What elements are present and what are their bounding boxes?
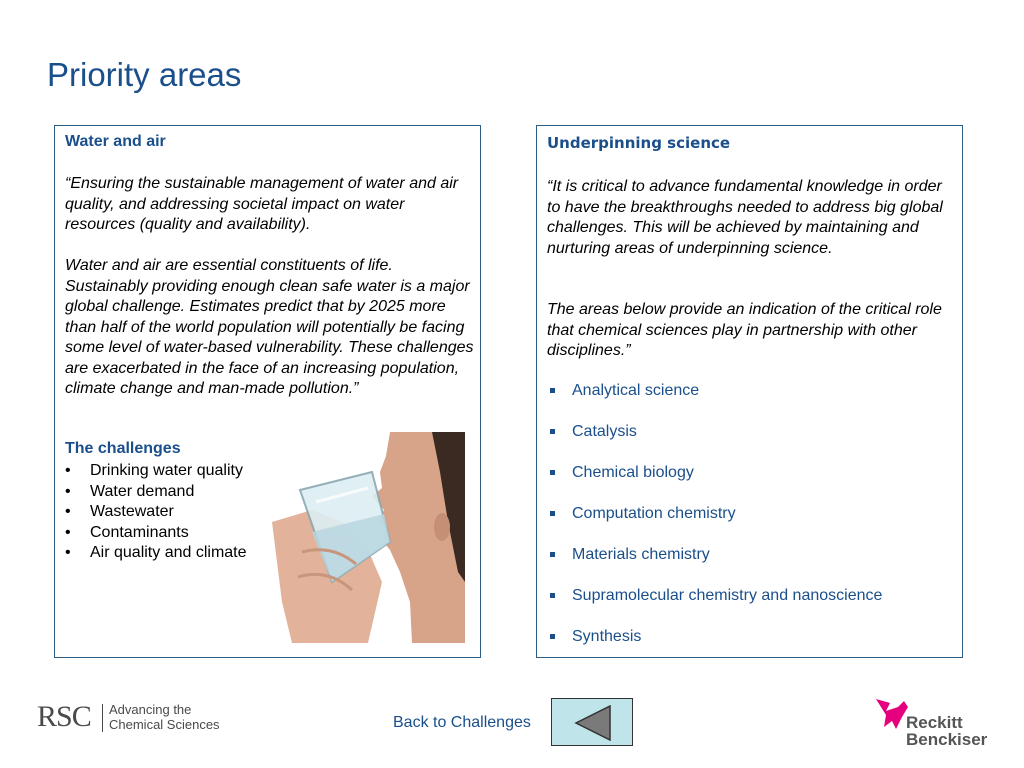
rb-logo-line1: Reckitt — [906, 713, 963, 732]
bullet-icon: • — [65, 503, 71, 520]
square-bullet-icon — [550, 511, 555, 516]
bullet-icon: • — [65, 482, 71, 500]
back-button[interactable] — [551, 698, 633, 746]
list-item: • Air quality and climate — [65, 543, 247, 564]
square-bullet-icon — [550, 593, 555, 598]
logo-divider — [102, 704, 103, 732]
panel-heading: Underpinning science — [547, 134, 731, 152]
panel-heading: Water and air — [65, 133, 166, 150]
rsc-logo-letters: RSC — [37, 700, 91, 733]
science-areas-list — [547, 381, 882, 668]
challenges-heading: The challenges — [65, 440, 181, 457]
page-title: Priority areas — [47, 56, 242, 93]
square-bullet-icon — [550, 634, 555, 639]
bullet-icon: • — [65, 462, 71, 479]
underpinning-science-panel — [536, 125, 963, 658]
list-item: • Water demand — [65, 482, 247, 503]
rsc-tagline-line2: Chemical Sciences — [109, 717, 220, 732]
square-bullet-icon — [550, 429, 555, 434]
panel-body: The areas below provide an indication of the critical role that chemical sciences play in partnership with other disciplines.” — [547, 301, 942, 359]
panel-body: Water and air are essential constituents of life. Sustainably providing enough clean safe water is a major global challenge. Estimates predict that by 2025 more than half of the world population will potentially be facing some level of water-based vulnerability. These challenges are exacerbated in the face of an increasing population, climate change and man-made pollution.” — [65, 257, 474, 397]
list-item: Supramolecular chemistry and nanoscience — [547, 586, 882, 627]
panel-quote: “It is critical to advance fundamental knowledge in order to have the breakthroughs needed to address big global challenges. This will be achieved by maintaining and nurturing areas of underpinning science. — [547, 178, 943, 257]
back-to-challenges-link[interactable]: Back to Challenges — [393, 714, 531, 731]
list-item: • Contaminants — [65, 523, 247, 544]
square-bullet-icon — [550, 388, 555, 393]
list-item: Chemical biology — [547, 463, 882, 504]
drinking-water-photo — [272, 432, 465, 643]
list-item: Computation chemistry — [547, 504, 882, 545]
panel-quote: “Ensuring the sustainable management of water and air quality, and addressing societal impact on water resources (quality and availability). — [65, 175, 459, 233]
list-item: Catalysis — [547, 422, 882, 463]
list-item: Analytical science — [547, 381, 882, 422]
reckitt-benckiser-logo — [874, 697, 994, 752]
list-item: Materials chemistry — [547, 545, 882, 586]
rb-logo-line2: Benckiser — [906, 730, 988, 749]
list-item: • Wastewater — [65, 502, 247, 523]
rsc-tagline-line1: Advancing the — [109, 702, 192, 717]
list-item: Synthesis — [547, 627, 882, 668]
square-bullet-icon — [550, 552, 555, 557]
bullet-icon: • — [65, 544, 71, 561]
list-item: • Drinking water quality — [65, 461, 247, 482]
water-and-air-panel — [54, 125, 481, 658]
square-bullet-icon — [550, 470, 555, 475]
challenges-list — [65, 461, 247, 564]
left-triangle-icon — [574, 705, 612, 741]
bullet-icon: • — [65, 523, 71, 541]
